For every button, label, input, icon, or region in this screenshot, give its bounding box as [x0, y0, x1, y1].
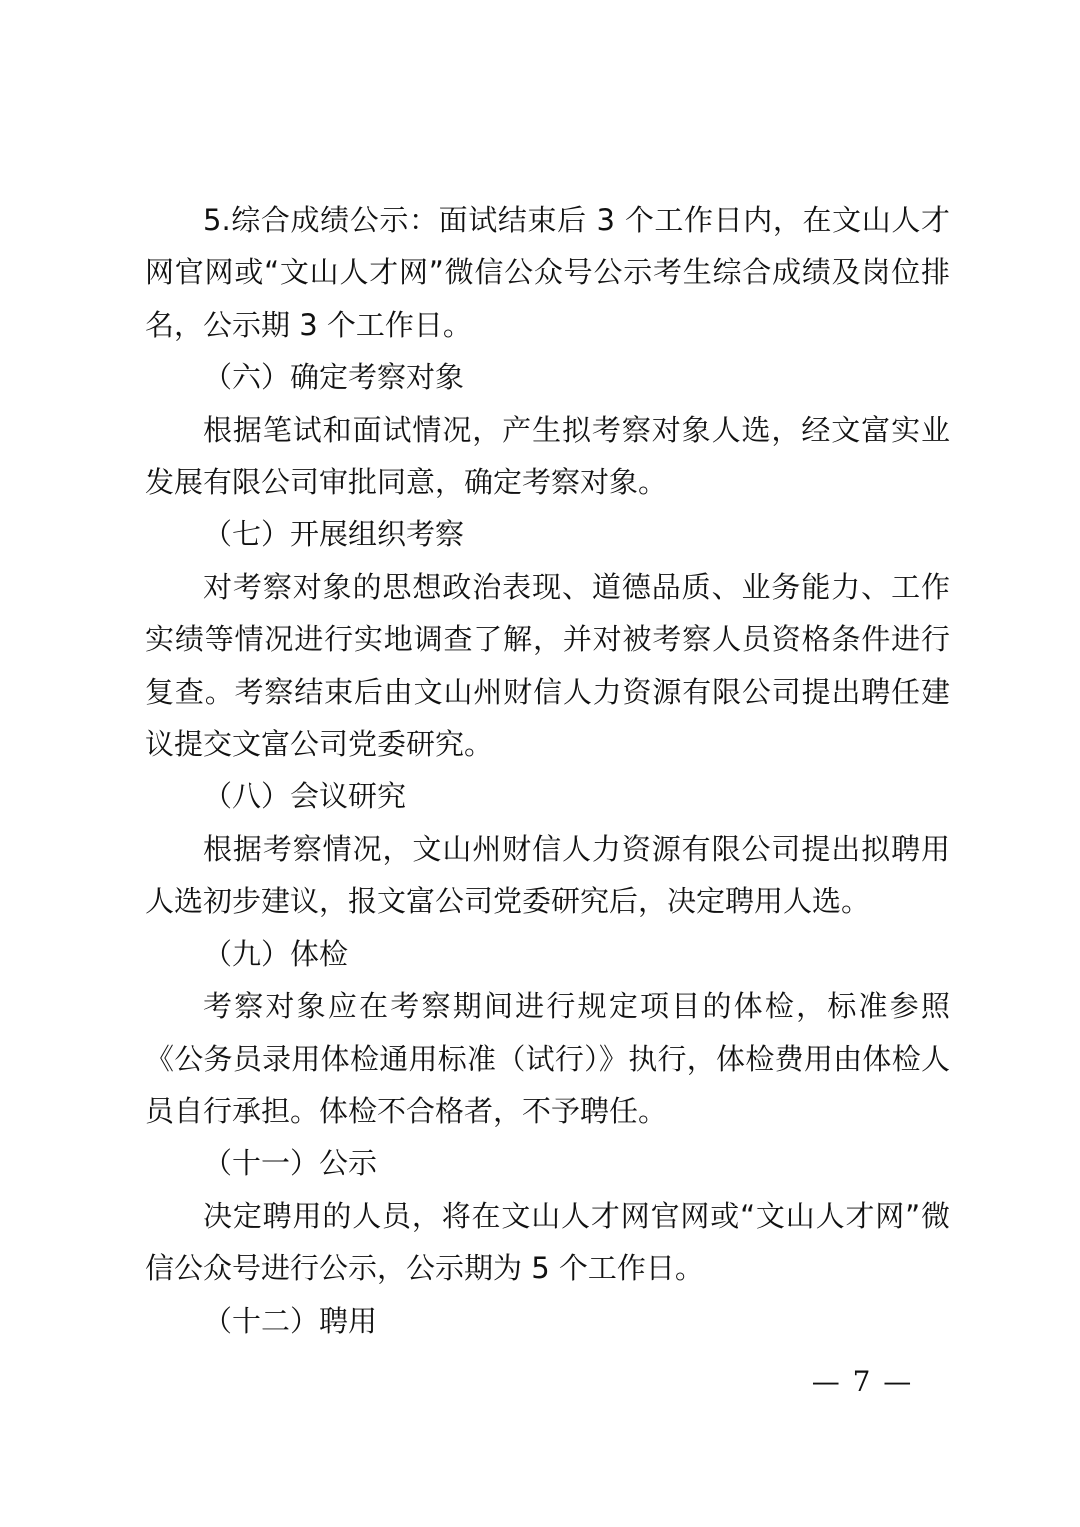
- paragraph-organize-inspection: 对考察对象的思想政治表现、道德品质、业务能力、工作实绩等情况进行实地调查了解，并对被考察人员资格条件进行复查。考察结束后由文山州财信人力资源有限公司提出聘任建议提交文富公司党委研究。: [145, 569, 950, 762]
- heading-meeting-research: （八）会议研究: [203, 779, 407, 814]
- heading-physical-exam: （九）体检: [203, 936, 349, 971]
- heading-publicity: （十一）公示: [203, 1146, 378, 1181]
- heading-organize-inspection: （七）开展组织考察: [203, 517, 465, 552]
- paragraph-physical-exam: 考察对象应在考察期间进行规定项目的体检，标准参照《公务员录用体检通用标准（试行）》执行，体检费用由体检人员自行承担。体检不合格者，不予聘任。: [145, 989, 950, 1128]
- heading-determine-inspection-targets: （六）确定考察对象: [203, 360, 465, 395]
- heading-employment: （十二）聘用: [203, 1303, 378, 1338]
- paragraph-determine-inspection-targets: 根据笔试和面试情况，产生拟考察对象人选，经文富实业发展有限公司审批同意，确定考察对象。: [145, 412, 950, 500]
- document-body: [145, 194, 950, 1347]
- paragraph-publicity: 决定聘用的人员，将在文山人才网官网或“文山人才网”微信公众号进行公示，公示期为 5 个工作日。: [145, 1198, 950, 1286]
- paragraph-score-publicity: 5.综合成绩公示：面试结束后 3 个工作日内，在文山人才网官网或“文山人才网”微信公众号公示考生综合成绩及岗位排名，公示期 3 个工作日。: [145, 203, 950, 342]
- page-number: — 7 —: [811, 1365, 914, 1398]
- paragraph-meeting-research: 根据考察情况，文山州财信人力资源有限公司提出拟聘用人选初步建议，报文富公司党委研究后，决定聘用人选。: [145, 831, 950, 919]
